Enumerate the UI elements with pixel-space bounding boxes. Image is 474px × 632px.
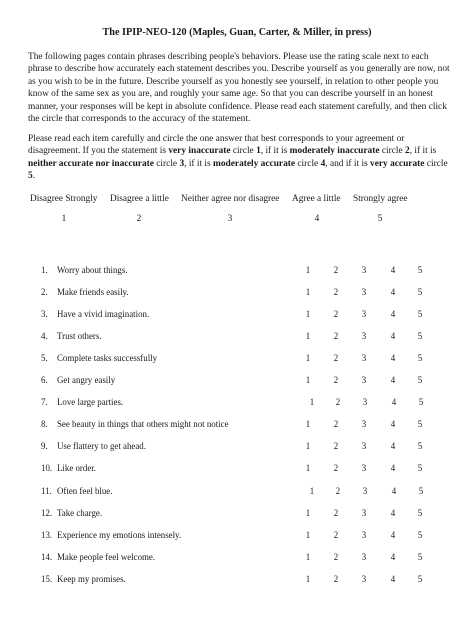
- scale-number: 2: [136, 214, 142, 224]
- rating-option-4[interactable]: 4: [390, 265, 396, 275]
- rating-option-5[interactable]: 5: [417, 353, 423, 363]
- list-item: [0, 331, 474, 345]
- list-item: [0, 419, 474, 433]
- rating-option-5[interactable]: 5: [417, 309, 423, 319]
- instr-emphasis: 1: [256, 146, 261, 157]
- rating-option-4[interactable]: 4: [390, 287, 396, 297]
- rating-option-3[interactable]: 3: [361, 441, 367, 451]
- rating-option-2[interactable]: 2: [333, 287, 339, 297]
- rating-option-5[interactable]: 5: [417, 574, 423, 584]
- rating-option-5[interactable]: 5: [417, 463, 423, 473]
- rating-option-3[interactable]: 3: [361, 309, 367, 319]
- rating-option-4[interactable]: 4: [390, 552, 396, 562]
- instructions-paragraph: [28, 133, 452, 183]
- rating-option-1[interactable]: 1: [305, 552, 311, 562]
- rating-option-5[interactable]: 5: [417, 508, 423, 518]
- rating-option-3[interactable]: 3: [361, 552, 367, 562]
- rating-option-2[interactable]: 2: [333, 353, 339, 363]
- scale-label-disagree-strongly: Disagree Strongly: [30, 194, 98, 204]
- list-item: [0, 530, 474, 544]
- instr-emphasis: very inaccurate: [168, 146, 231, 157]
- instr-emphasis: moderately accurate: [213, 158, 296, 169]
- rating-option-2[interactable]: 2: [333, 331, 339, 341]
- scale-label-agree-little: Agree a little: [292, 194, 341, 204]
- rating-option-1[interactable]: 1: [305, 353, 311, 363]
- rating-option-5[interactable]: 5: [417, 552, 423, 562]
- rating-option-5[interactable]: 5: [417, 441, 423, 451]
- item-number: 14.: [41, 552, 53, 562]
- rating-option-2[interactable]: 2: [333, 265, 339, 275]
- rating-option-1[interactable]: 1: [305, 463, 311, 473]
- scale-label-disagree-little: Disagree a little: [110, 194, 169, 204]
- instr-text: , and if it is: [325, 158, 371, 169]
- instr-text: , if it is: [409, 146, 437, 157]
- item-text: Make friends easily.: [57, 287, 129, 297]
- rating-option-5[interactable]: 5: [417, 375, 423, 385]
- item-number: 1.: [41, 265, 48, 275]
- rating-option-4[interactable]: 4: [390, 508, 396, 518]
- item-number: 4.: [41, 331, 48, 341]
- item-text: Have a vivid imagination.: [57, 309, 150, 319]
- rating-option-1[interactable]: 1: [305, 441, 311, 451]
- item-number: 6.: [41, 375, 48, 385]
- instr-text: .: [32, 171, 36, 182]
- rating-option-4[interactable]: 4: [390, 331, 396, 341]
- rating-option-4[interactable]: 4: [390, 441, 396, 451]
- instr-text: circle: [424, 158, 448, 169]
- list-item: [0, 309, 474, 323]
- scale-number: 4: [314, 214, 320, 224]
- page-title: The IPIP-NEO-120 (Maples, Guan, Carter, & Miller, in press): [102, 27, 372, 38]
- rating-option-1[interactable]: 1: [305, 530, 311, 540]
- instr-text: , if it is: [260, 146, 290, 157]
- item-text: Take charge.: [57, 508, 103, 518]
- item-number: 10.: [41, 463, 53, 473]
- item-text: Often feel blue.: [57, 486, 113, 496]
- item-text: Complete tasks successfully: [57, 353, 158, 363]
- rating-option-5[interactable]: 5: [417, 265, 423, 275]
- list-item: [0, 265, 474, 279]
- rating-option-1[interactable]: 1: [305, 419, 311, 429]
- instr-text: , if it is: [184, 158, 214, 169]
- rating-option-3[interactable]: 3: [361, 287, 367, 297]
- scale-label-neither: Neither agree nor disagree: [181, 194, 280, 204]
- instr-emphasis: 2: [405, 146, 410, 157]
- rating-option-2[interactable]: 2: [335, 397, 341, 407]
- instr-text: circle: [295, 158, 321, 169]
- rating-option-3[interactable]: 3: [361, 574, 367, 584]
- item-text: Love large parties.: [57, 397, 124, 407]
- instr-text: circle: [379, 146, 406, 157]
- item-number: 12.: [41, 508, 53, 518]
- item-text: Worry about things.: [57, 265, 128, 275]
- list-item: [0, 441, 474, 455]
- item-text: Keep my promises.: [57, 574, 126, 584]
- rating-option-5[interactable]: 5: [418, 397, 424, 407]
- rating-option-2[interactable]: 2: [333, 309, 339, 319]
- rating-option-3[interactable]: 3: [361, 375, 367, 385]
- rating-option-2[interactable]: 2: [333, 375, 339, 385]
- rating-option-3[interactable]: 3: [361, 530, 367, 540]
- scale-number: 3: [227, 214, 233, 224]
- rating-option-4[interactable]: 4: [390, 353, 396, 363]
- list-item: [0, 552, 474, 566]
- rating-option-2[interactable]: 2: [333, 463, 339, 473]
- item-text: Get angry easily: [57, 375, 116, 385]
- rating-option-2[interactable]: 2: [333, 441, 339, 451]
- instr-text: circle: [230, 146, 257, 157]
- item-number: 9.: [41, 441, 48, 451]
- rating-option-3[interactable]: 3: [361, 331, 367, 341]
- list-item: [0, 463, 474, 477]
- list-item: [0, 574, 474, 588]
- item-number: 15.: [41, 574, 53, 584]
- scale-label-strongly-agree: Strongly agree: [353, 194, 408, 204]
- rating-option-3[interactable]: 3: [362, 486, 368, 496]
- item-text: Experience my emotions intensely.: [57, 530, 182, 540]
- instr-emphasis: moderately inaccurate: [289, 146, 380, 157]
- list-item: [0, 287, 474, 301]
- rating-option-4[interactable]: 4: [390, 375, 396, 385]
- rating-option-2[interactable]: 2: [333, 552, 339, 562]
- rating-option-3[interactable]: 3: [361, 419, 367, 429]
- item-number: 5.: [41, 353, 48, 363]
- rating-option-2[interactable]: 2: [333, 574, 339, 584]
- rating-option-4[interactable]: 4: [390, 463, 396, 473]
- item-number: 8.: [41, 419, 48, 429]
- instr-text: Please read each item carefully and circle the one answer that best corresponds to your agreement or disagreement. If you the statement is: [28, 134, 405, 157]
- item-text: Like order.: [57, 463, 96, 473]
- rating-option-2[interactable]: 2: [335, 486, 341, 496]
- instr-emphasis: neither accurate nor inaccurate: [28, 158, 154, 169]
- item-text: Use flattery to get ahead.: [57, 441, 146, 451]
- rating-option-2[interactable]: 2: [333, 508, 339, 518]
- rating-option-5[interactable]: 5: [418, 486, 424, 496]
- item-number: 3.: [41, 309, 48, 319]
- item-text: Make people feel welcome.: [57, 552, 156, 562]
- rating-option-1[interactable]: 1: [305, 375, 311, 385]
- rating-option-1[interactable]: 1: [309, 397, 315, 407]
- instr-emphasis: 3: [179, 158, 185, 169]
- rating-option-3[interactable]: 3: [361, 463, 367, 473]
- rating-option-5[interactable]: 5: [417, 331, 423, 341]
- rating-option-4[interactable]: 4: [391, 397, 397, 407]
- rating-option-2[interactable]: 2: [333, 419, 339, 429]
- list-item: [0, 397, 474, 411]
- rating-option-3[interactable]: 3: [362, 397, 368, 407]
- rating-option-1[interactable]: 1: [305, 331, 311, 341]
- rating-option-3[interactable]: 3: [361, 265, 367, 275]
- rating-option-1[interactable]: 1: [305, 287, 311, 297]
- rating-option-4[interactable]: 4: [390, 574, 396, 584]
- rating-option-1[interactable]: 1: [305, 309, 311, 319]
- item-text: See beauty in things that others might not notice: [57, 419, 229, 429]
- instr-emphasis: very accurate: [370, 158, 425, 169]
- item-number: 2.: [41, 287, 48, 297]
- rating-option-1[interactable]: 1: [305, 574, 311, 584]
- rating-option-1[interactable]: 1: [309, 486, 315, 496]
- rating-option-4[interactable]: 4: [391, 486, 397, 496]
- item-number: 7.: [41, 397, 48, 407]
- scale-number: 5: [377, 214, 383, 224]
- rating-option-2[interactable]: 2: [333, 530, 339, 540]
- rating-option-1[interactable]: 1: [305, 508, 311, 518]
- list-item: [0, 353, 474, 367]
- item-number: 13.: [41, 530, 53, 540]
- rating-option-4[interactable]: 4: [390, 309, 396, 319]
- instr-emphasis: 4: [320, 158, 326, 169]
- rating-option-3[interactable]: 3: [361, 353, 367, 363]
- rating-option-5[interactable]: 5: [417, 287, 423, 297]
- rating-option-1[interactable]: 1: [305, 265, 311, 275]
- item-text: Trust others.: [57, 331, 102, 341]
- rating-option-3[interactable]: 3: [361, 508, 367, 518]
- list-item: [0, 486, 474, 500]
- list-item: [0, 375, 474, 389]
- rating-option-5[interactable]: 5: [417, 530, 423, 540]
- instr-text: circle: [153, 158, 180, 169]
- rating-option-4[interactable]: 4: [390, 419, 396, 429]
- list-item: [0, 508, 474, 522]
- instr-emphasis: 5: [28, 171, 33, 182]
- rating-option-4[interactable]: 4: [390, 530, 396, 540]
- item-number: 11.: [41, 486, 52, 496]
- rating-option-5[interactable]: 5: [417, 419, 423, 429]
- intro-paragraph: The following pages contain phrases describing people's behaviors. Please use the rating scale next to each phrase to describe how accurately each statement describes you. Describe yourself as you generally are now, not as you wish to be in the future. Describe yourself as you honestly see yourself, in relation to other people you know of the same sex as you are, and roughly your same age. So that you can describe yourself in an honest manner, your responses will be kept in absolute confidence. Please read each statement carefully, and then click the circle that corresponds to the accuracy of the statement.: [28, 52, 450, 125]
- scale-number: 1: [61, 214, 67, 224]
